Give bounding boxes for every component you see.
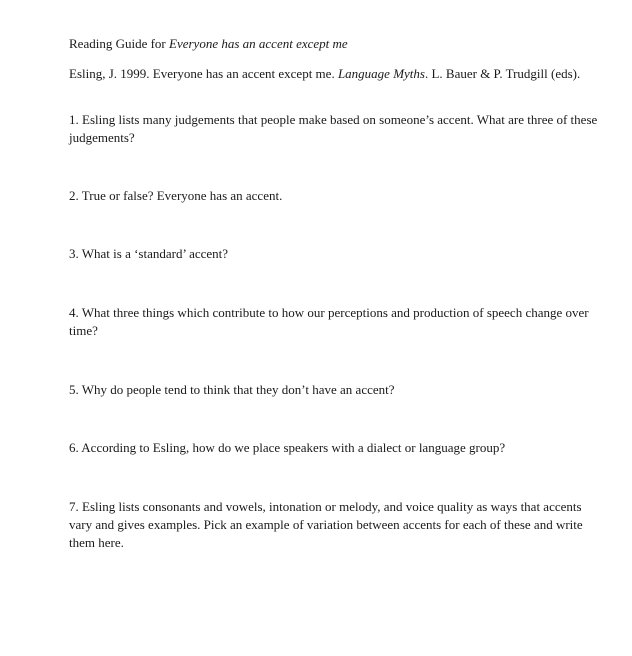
question-7: 7. Esling lists consonants and vowels, intonation or melody, and voice quality as ways that accents vary and gives examples. Pick an example of variation between accents for each of these and write them here. xyxy=(69,499,583,550)
question-5: 5. Why do people tend to think that they don’t have an accent? xyxy=(69,382,395,397)
citation-source: Language Myths xyxy=(337,66,425,81)
question-1: 1. Esling lists many judgements that people make based on someone’s accent. What are three of these judgements? xyxy=(69,112,598,145)
question-3: 3. What is a ‘standard’ accent? xyxy=(69,246,229,261)
guide-title xyxy=(69,35,599,53)
guide-title-prefix: Reading Guide for xyxy=(69,36,170,51)
question-6: 6. According to Esling, how do we place speakers with a dialect or language group? xyxy=(69,440,506,455)
citation xyxy=(69,65,599,83)
question-2: 2. True or false? Everyone has an accent. xyxy=(69,188,283,203)
citation-editors: . L. Bauer & P. Trudgill (eds). xyxy=(424,66,581,81)
citation-text: Esling, J. 1999. Everyone has an accent except me. xyxy=(69,66,338,81)
guide-title-book: Everyone has an accent except me xyxy=(169,36,348,51)
question-4: 4. What three things which contribute to how our perceptions and production of speech change over time? xyxy=(69,305,589,338)
